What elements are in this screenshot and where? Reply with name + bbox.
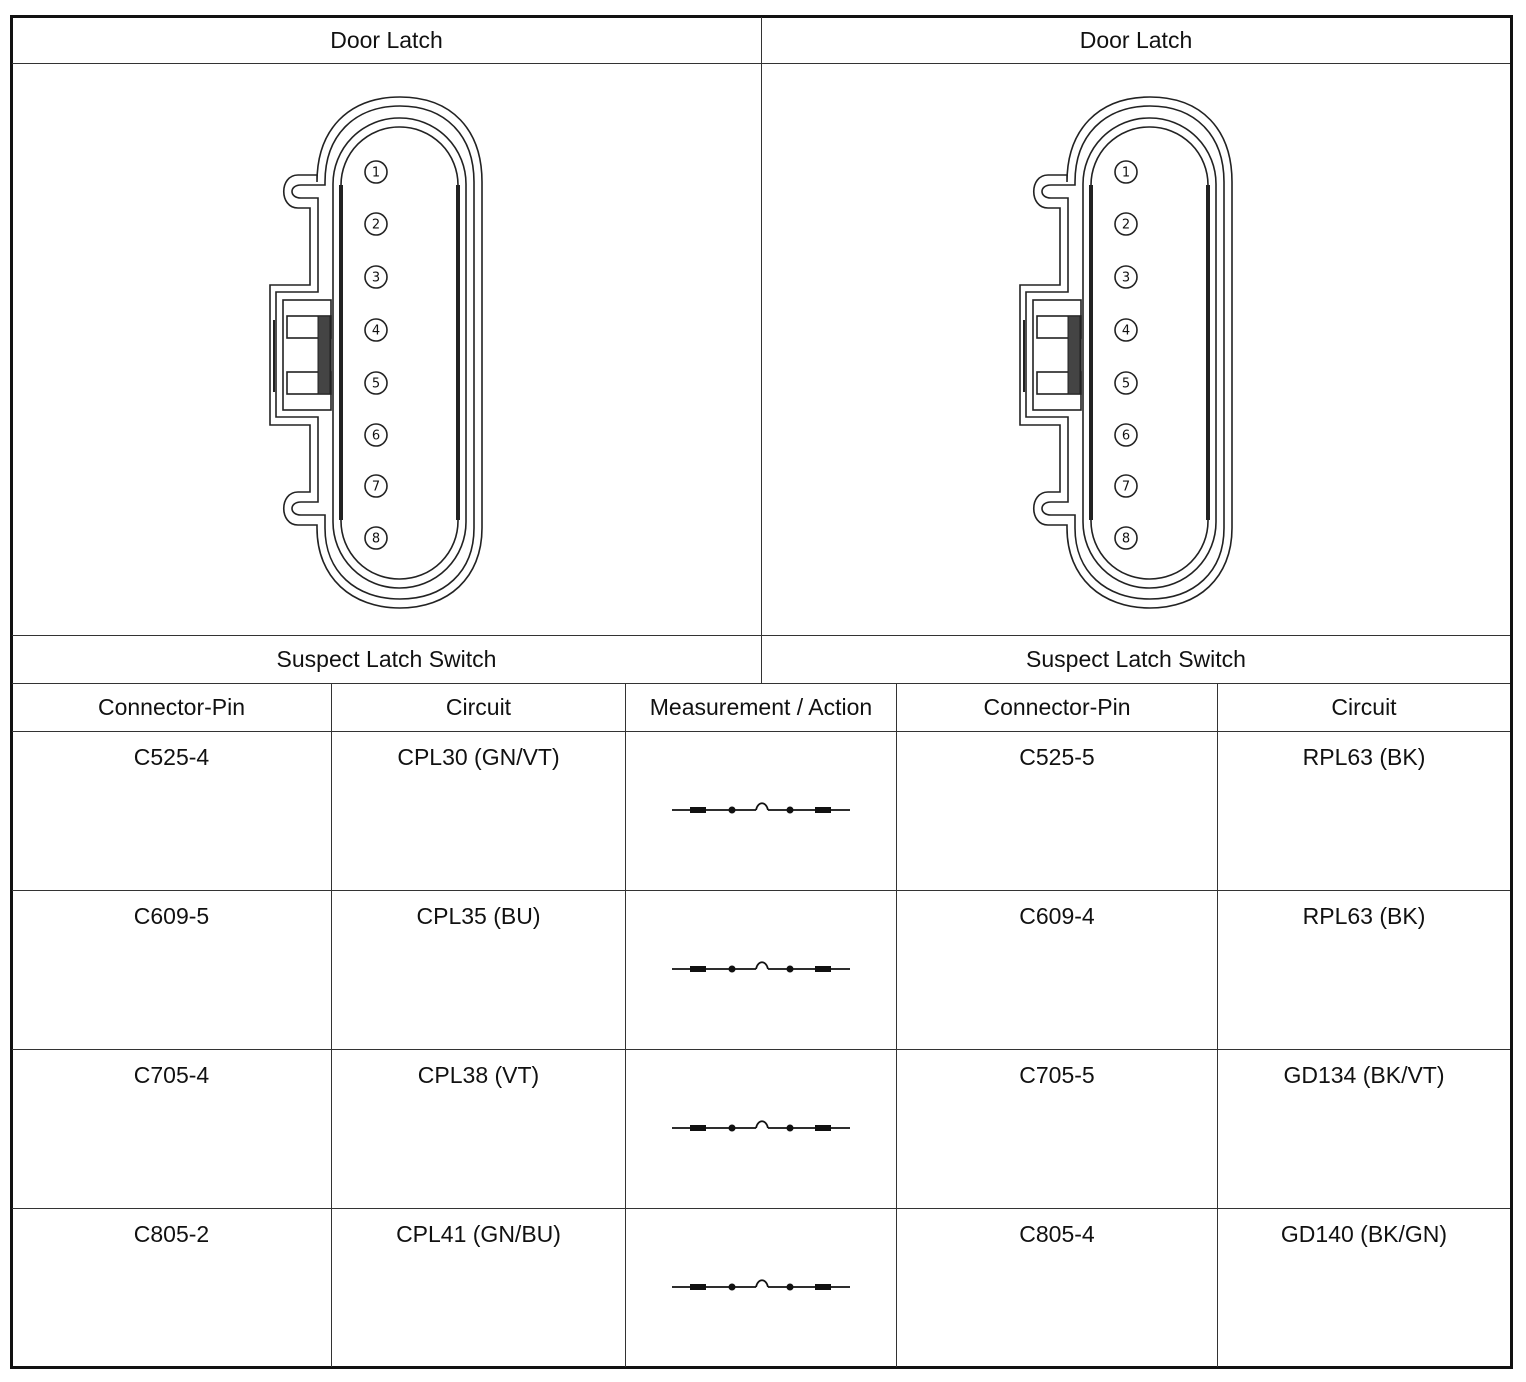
pin-5: [365, 372, 387, 394]
terminal-dot: [787, 807, 794, 814]
cell-text: C609-4: [1019, 903, 1095, 929]
pin-number: 6: [371, 428, 381, 444]
cell-text: RPL63 (BK): [1302, 903, 1426, 929]
terminal-dot: [729, 807, 736, 814]
fuse-element: [756, 803, 768, 810]
cell-text: C805-2: [133, 1221, 210, 1247]
column-header-measurement: [626, 684, 896, 731]
pin-number: 2: [1121, 217, 1131, 233]
cell-text: CPL35 (BU): [416, 903, 541, 929]
column-header-label: Circuit: [1331, 694, 1397, 720]
fuse-element: [756, 962, 768, 969]
pin-number: 2: [371, 217, 381, 233]
cell-text: C705-4: [133, 1062, 210, 1088]
table-cell-pin: [897, 891, 1217, 1049]
pin-7: [1115, 475, 1137, 497]
cell-text: C705-5: [1019, 1062, 1095, 1088]
pin-number: 1: [371, 165, 381, 181]
table-cell-circuit: [332, 891, 625, 1049]
cell-text: RPL63 (BK): [1302, 744, 1426, 770]
terminal-dot: [787, 1284, 794, 1291]
terminal-dot: [787, 1125, 794, 1132]
table-cell-circuit: [1218, 1209, 1510, 1367]
pin-cavity-outer: [1083, 118, 1216, 588]
column-header-label: Connector-Pin: [97, 694, 246, 720]
table-cell-circuit: [1218, 891, 1510, 1049]
rule: [625, 683, 626, 1367]
terminal-block: [815, 1284, 831, 1290]
pin-cavity-outer: [333, 118, 466, 588]
note-text: Suspect Latch Switch: [276, 646, 497, 672]
pin-number: 1: [1121, 165, 1131, 181]
fuse-element: [756, 1121, 768, 1128]
fuse-symbol-icon: [672, 1277, 852, 1297]
pin-number: 7: [371, 479, 381, 495]
table-cell-circuit: [332, 1209, 625, 1367]
connector-face-right: [1012, 92, 1244, 612]
pin-3: [1115, 266, 1137, 288]
table-cell-pin: [897, 732, 1217, 890]
note-left: [12, 636, 761, 683]
rule: [761, 17, 762, 683]
pin-number: 7: [1121, 479, 1131, 495]
pin-6: [365, 424, 387, 446]
terminal-block: [815, 807, 831, 813]
terminal-block: [690, 807, 706, 813]
terminal-dot: [729, 1125, 736, 1132]
pin-cavity-inner: [341, 127, 458, 579]
pin-1: [1115, 161, 1137, 183]
cell-text: C805-4: [1019, 1221, 1095, 1247]
column-header-circuit: [332, 684, 625, 731]
table-cell-pin: [12, 1050, 331, 1208]
column-header-connector-pin: [897, 684, 1217, 731]
column-header-connector-pin: [12, 684, 331, 731]
locking-tab-bar: [1068, 316, 1080, 394]
pin-number: 3: [371, 270, 381, 286]
pin-number: 5: [1121, 376, 1131, 392]
pin-8: [365, 527, 387, 549]
connector-face-left: [262, 92, 494, 612]
note-right: [762, 636, 1510, 683]
terminal-dot: [729, 1284, 736, 1291]
cell-text: C525-5: [1019, 744, 1095, 770]
cell-text: C609-5: [133, 903, 210, 929]
table-cell-pin: [12, 732, 331, 890]
pin-number: 5: [371, 376, 381, 392]
pin-5: [1115, 372, 1137, 394]
pin-4: [1115, 319, 1137, 341]
fuse-symbol-icon: [672, 959, 852, 979]
fuse-symbol-icon: [672, 1118, 852, 1138]
pin-number: 4: [371, 323, 381, 339]
component-name: Door Latch: [1079, 26, 1193, 53]
table-cell-circuit: [332, 732, 625, 890]
table-cell-pin: [897, 1209, 1217, 1367]
column-header-label: Connector-Pin: [983, 694, 1131, 720]
pin-number: 3: [1121, 270, 1131, 286]
note-text: Suspect Latch Switch: [1026, 646, 1246, 672]
table-cell-circuit: [332, 1050, 625, 1208]
terminal-block: [690, 966, 706, 972]
table-cell-pin: [12, 1209, 331, 1367]
pin-3: [365, 266, 387, 288]
pin-number: 4: [1121, 323, 1131, 339]
cell-text: CPL30 (GN/VT): [397, 744, 560, 770]
table-cell-pin: [897, 1050, 1217, 1208]
pin-8: [1115, 527, 1137, 549]
terminal-block: [690, 1284, 706, 1290]
pin-number: 6: [1121, 428, 1131, 444]
component-header-left: [12, 17, 761, 63]
pin-number: 8: [371, 531, 381, 547]
fuse-element: [756, 1280, 768, 1287]
terminal-dot: [787, 966, 794, 973]
cell-text: GD140 (BK/GN): [1280, 1221, 1448, 1247]
terminal-block: [815, 966, 831, 972]
pin-4: [365, 319, 387, 341]
component-header-right: [762, 17, 1510, 63]
column-header-label: Circuit: [445, 694, 512, 720]
component-name: Door Latch: [330, 26, 443, 53]
pin-cavity-inner: [1091, 127, 1208, 579]
cell-text: CPL38 (VT): [417, 1062, 540, 1088]
fuse-symbol-icon: [672, 800, 852, 820]
terminal-block: [690, 1125, 706, 1131]
table-cell-circuit: [1218, 1050, 1510, 1208]
cell-text: C525-4: [133, 744, 210, 770]
pin-2: [365, 213, 387, 235]
pin-6: [1115, 424, 1137, 446]
cell-text: CPL41 (GN/BU): [396, 1221, 561, 1247]
column-header-label: Measurement / Action: [649, 694, 873, 720]
table-cell-circuit: [1218, 732, 1510, 890]
cell-text: GD134 (BK/VT): [1283, 1062, 1445, 1088]
pin-2: [1115, 213, 1137, 235]
pin-7: [365, 475, 387, 497]
terminal-block: [815, 1125, 831, 1131]
column-header-circuit: [1218, 684, 1510, 731]
pin-1: [365, 161, 387, 183]
table-cell-pin: [12, 891, 331, 1049]
locking-tab-bar: [318, 316, 330, 394]
terminal-dot: [729, 966, 736, 973]
pin-number: 8: [1121, 531, 1131, 547]
